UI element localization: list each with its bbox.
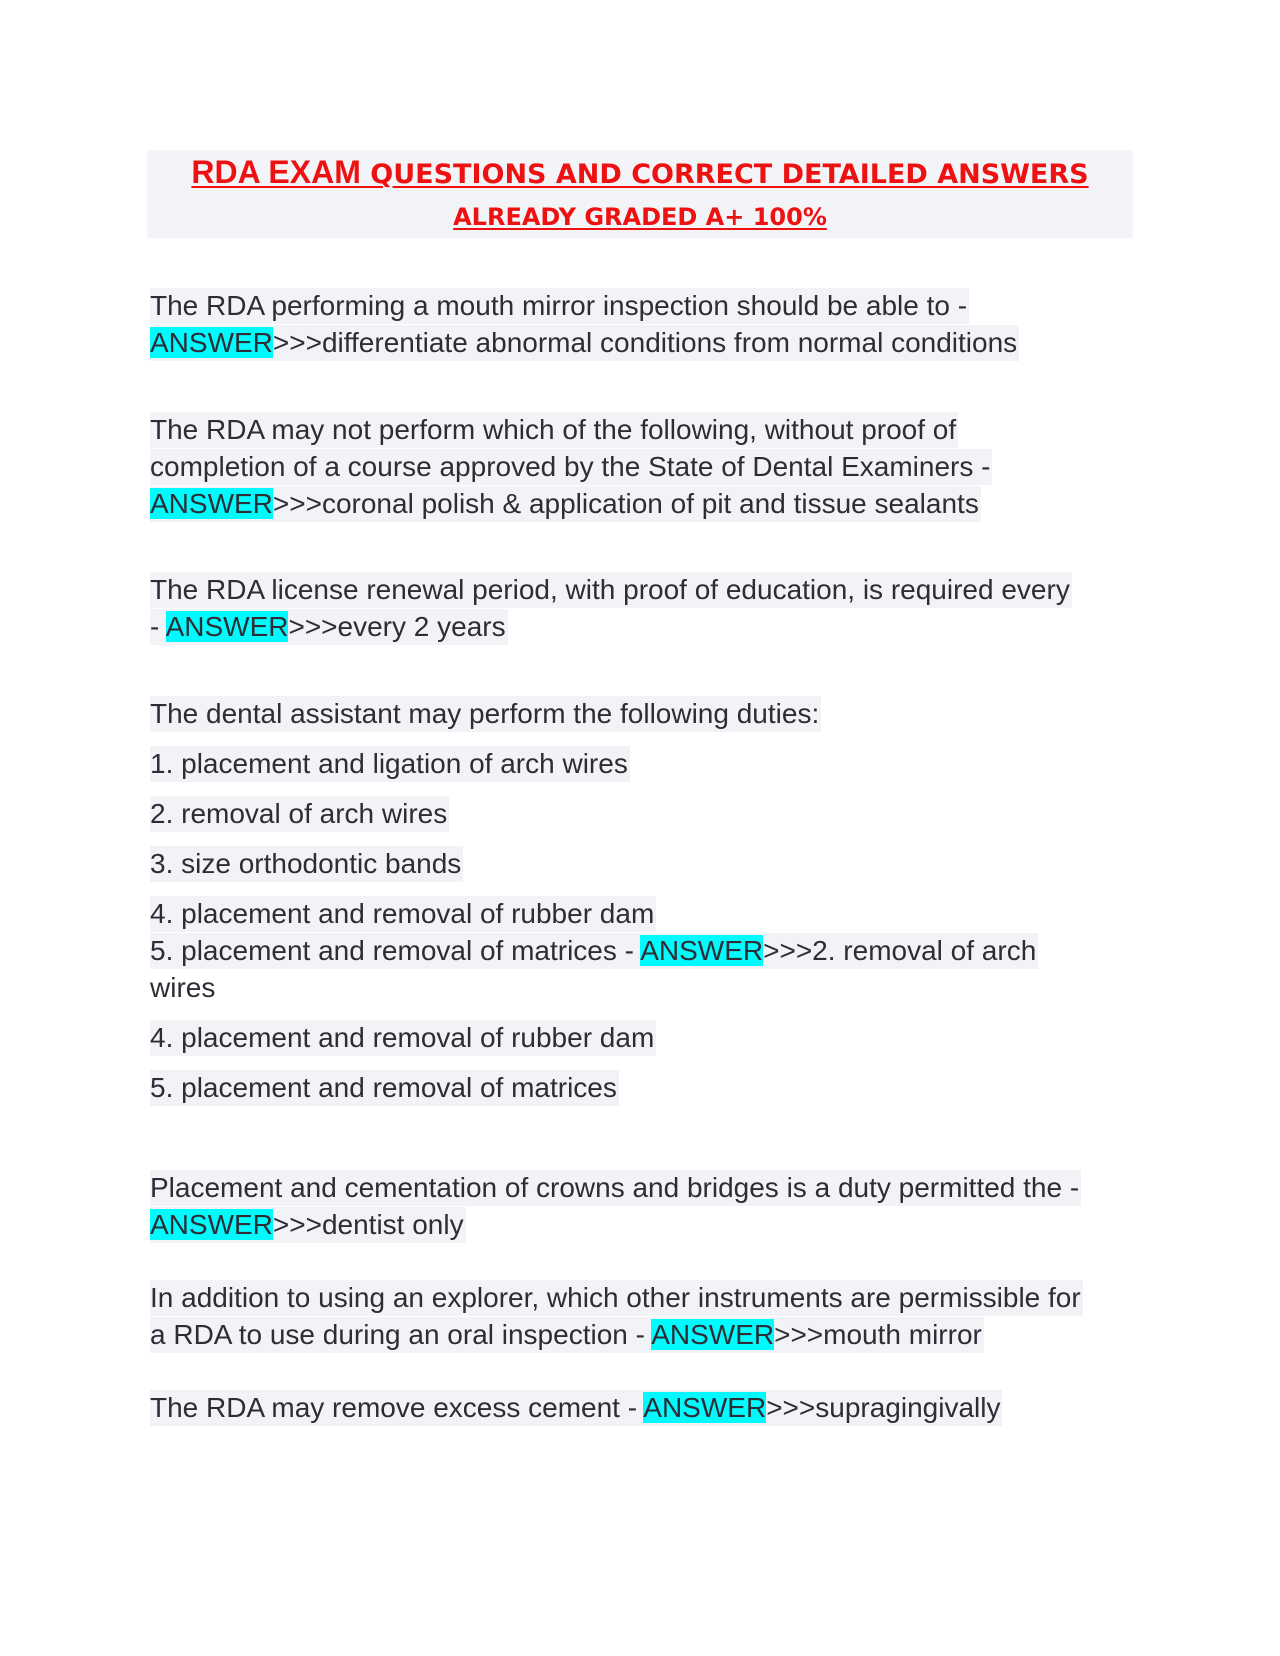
list-item: 3. size orthodontic bands — [150, 845, 463, 882]
title-rda-exam: RDA EXAM — [191, 154, 361, 190]
question-text: The RDA license renewal period, with proof of education, is required every — [150, 572, 1072, 608]
question-text: In addition to using an explorer, which other instruments are permissible for — [150, 1280, 1083, 1316]
list-item: 5. placement and removal of matrices — [150, 1069, 619, 1106]
question-text: The dental assistant may perform the following duties: — [150, 696, 821, 732]
answer-text: >>>every 2 years — [288, 611, 506, 642]
list-item: 4. placement and removal of rubber dam 5. placement and removal of matrices - ANSWER>>>2. removal of arch wires — [150, 898, 1037, 1003]
list-item: 1. placement and ligation of arch wires — [150, 745, 630, 782]
title-line-2: ALREADY GRADED A+ 100% — [453, 203, 827, 231]
title-questions: QUESTIONS AND CORRECT DETAILED ANSWERS — [360, 159, 1089, 190]
question-text: completion of a course approved by the State of Dental Examiners - — [150, 449, 992, 485]
list-item: 2. removal of arch wires — [150, 795, 449, 832]
question-text: - — [150, 611, 166, 642]
qa-item-7 — [150, 1389, 1002, 1426]
qa-item-5 — [150, 1169, 1081, 1243]
qa-item-6 — [150, 1279, 1083, 1353]
question-text: The RDA may not perform which of the following, without proof of — [150, 412, 958, 448]
answer-highlight: ANSWER — [150, 488, 273, 519]
list-item: 4. placement and removal of rubber dam — [150, 1019, 656, 1056]
qa-item-4-intro — [150, 695, 821, 732]
answer-highlight: ANSWER — [150, 327, 273, 358]
question-text: 5. placement and removal of matrices - — [150, 935, 641, 966]
qa-item-1 — [150, 287, 1019, 361]
answer-text: >>>mouth mirror — [774, 1319, 982, 1350]
answer-highlight: ANSWER — [150, 1209, 273, 1240]
answer-highlight: ANSWER — [165, 611, 289, 642]
document-title — [147, 150, 1133, 238]
qa-item-2 — [150, 411, 992, 522]
answer-text: >>>coronal polish & application of pit and tissue sealants — [272, 488, 979, 519]
title-line-1 — [147, 152, 1133, 195]
answer-highlight: ANSWER — [640, 935, 764, 966]
answer-text: >>>supragingivally — [766, 1392, 1001, 1423]
answer-text: >>>dentist only — [272, 1209, 464, 1240]
question-text: a RDA to use during an oral inspection - — [150, 1319, 652, 1350]
answer-highlight: ANSWER — [643, 1392, 767, 1423]
answer-text: >>>differentiate abnormal conditions from normal conditions — [272, 327, 1018, 358]
qa-item-3 — [150, 571, 1072, 645]
answer-highlight: ANSWER — [651, 1319, 775, 1350]
answer-text: >>>2. removal of arch — [763, 935, 1037, 966]
question-text: The RDA may remove excess cement - — [150, 1392, 644, 1423]
question-text: The RDA performing a mouth mirror inspection should be able to - — [150, 288, 969, 324]
answer-text: wires — [150, 972, 216, 1003]
question-text: Placement and cementation of crowns and bridges is a duty permitted the - — [150, 1170, 1081, 1206]
